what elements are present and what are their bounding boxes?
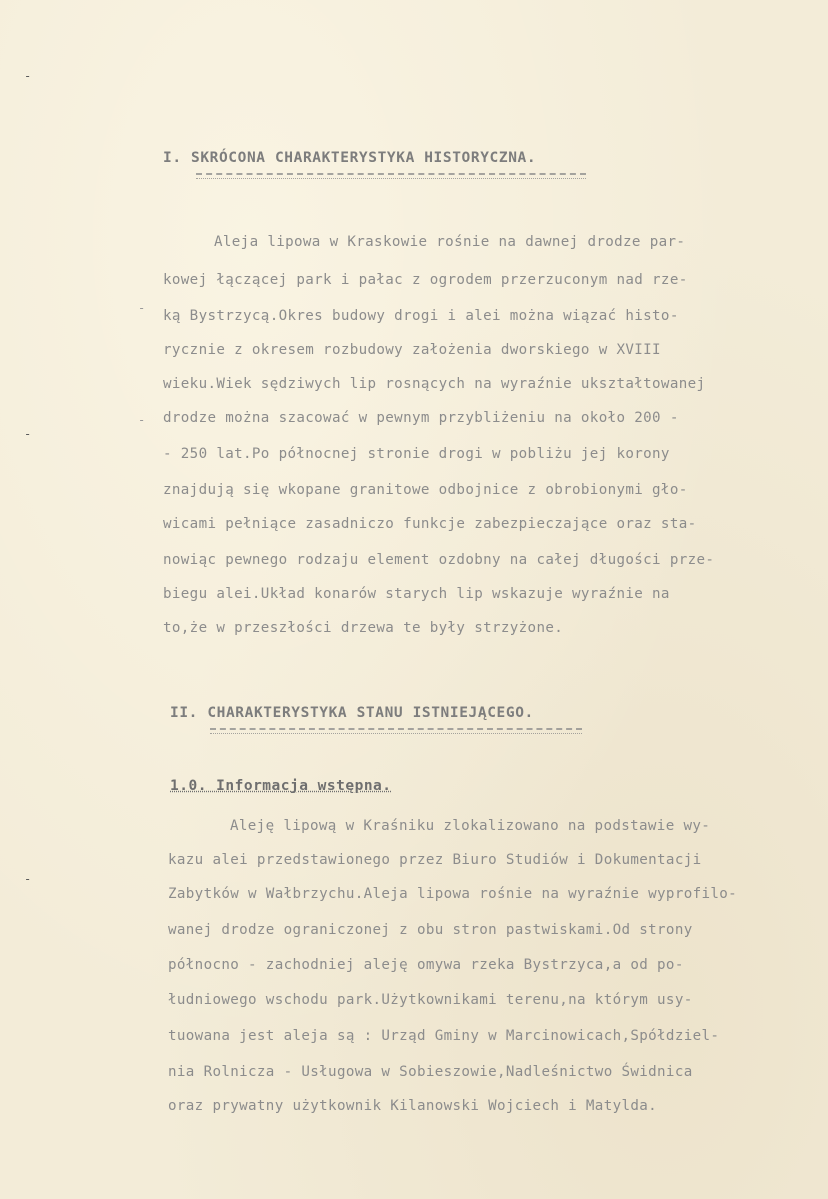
margin-mark-mid: -: [24, 427, 32, 441]
paragraph-line: nia Rolnicza - Usługowa w Sobieszowie,Nadleśnictwo Świdnica: [168, 1064, 693, 1080]
margin-mark-bottom: -: [24, 872, 32, 886]
paragraph-line: północno - zachodniej aleję omywa rzeka Bystrzyca,a od po-: [168, 957, 684, 973]
paragraph-line: Zabytków w Wałbrzychu.Aleja lipowa rośnie na wyraźnie wyprofilo-: [168, 886, 738, 902]
paragraph-line: biegu alei.Układ konarów starych lip wskazuje wyraźnie na: [163, 586, 670, 602]
paragraph-line: wanej drodze ograniczonej z obu stron pastwiskami.Od strony: [168, 922, 693, 938]
paragraph-line: - 250 lat.Po północnej stronie drogi w pobliżu jej korony: [163, 446, 670, 462]
section-1-underline: [196, 173, 586, 175]
paragraph-line: kowej łączącej park i pałac z ogrodem przerzuconym nad rze-: [163, 272, 688, 288]
paragraph-line: drodze można szacować w pewnym przybliżeniu na około 200 -: [163, 410, 679, 426]
paragraph-line: rycznie z okresem rozbudowy założenia dworskiego w XVIII: [163, 342, 661, 358]
paragraph-line: to,że w przeszłości drzewa te były strzyżone.: [163, 620, 564, 636]
section-2-underline: [210, 728, 582, 730]
paragraph-line: ką Bystrzycą.Okres budowy drogi i alei można wiązać histo-: [163, 308, 679, 324]
margin-mark-left-a: -: [138, 301, 146, 315]
section-2-heading: II. CHARAKTERYSTYKA STANU ISTNIEJĄCEGO.: [170, 705, 534, 721]
margin-mark-left-b: -: [138, 413, 146, 427]
paragraph-line: kazu alei przedstawionego przez Biuro Studiów i Dokumentacji: [168, 852, 702, 868]
paragraph-line: oraz prywatny użytkownik Kilanowski Wojciech i Matylda.: [168, 1098, 658, 1114]
paragraph-line: Aleja lipowa w Kraskowie rośnie na dawnej drodze par-: [214, 234, 686, 250]
paragraph-line: Aleję lipową w Kraśniku zlokalizowano na podstawie wy-: [230, 818, 711, 834]
margin-mark-top: -: [24, 69, 32, 83]
section-1-heading: I. SKRÓCONA CHARAKTERYSTYKA HISTORYCZNA.: [163, 150, 537, 166]
section-2-underline-second: [210, 733, 582, 734]
paragraph-line: znajdują się wkopane granitowe odbojnice z obrobionymi gło-: [163, 482, 688, 498]
paragraph-line: łudniowego wschodu park.Użytkownikami terenu,na którym usy-: [168, 992, 693, 1008]
paragraph-line: nowiąc pewnego rodzaju element ozdobny na całej długości prze-: [163, 552, 715, 568]
section-1-underline-second: [196, 178, 586, 179]
paragraph-line: tuowana jest aleja są : Urząd Gminy w Marcinowicach,Spółdziel-: [168, 1028, 720, 1044]
paragraph-line: wieku.Wiek sędziwych lip rosnących na wyraźnie ukształtowanej: [163, 376, 706, 392]
paragraph-line: wicami pełniące zasadniczo funkcje zabezpieczające oraz sta-: [163, 516, 697, 532]
subsection-1-0-heading: 1.0. Informacja wstępna.: [170, 778, 392, 794]
